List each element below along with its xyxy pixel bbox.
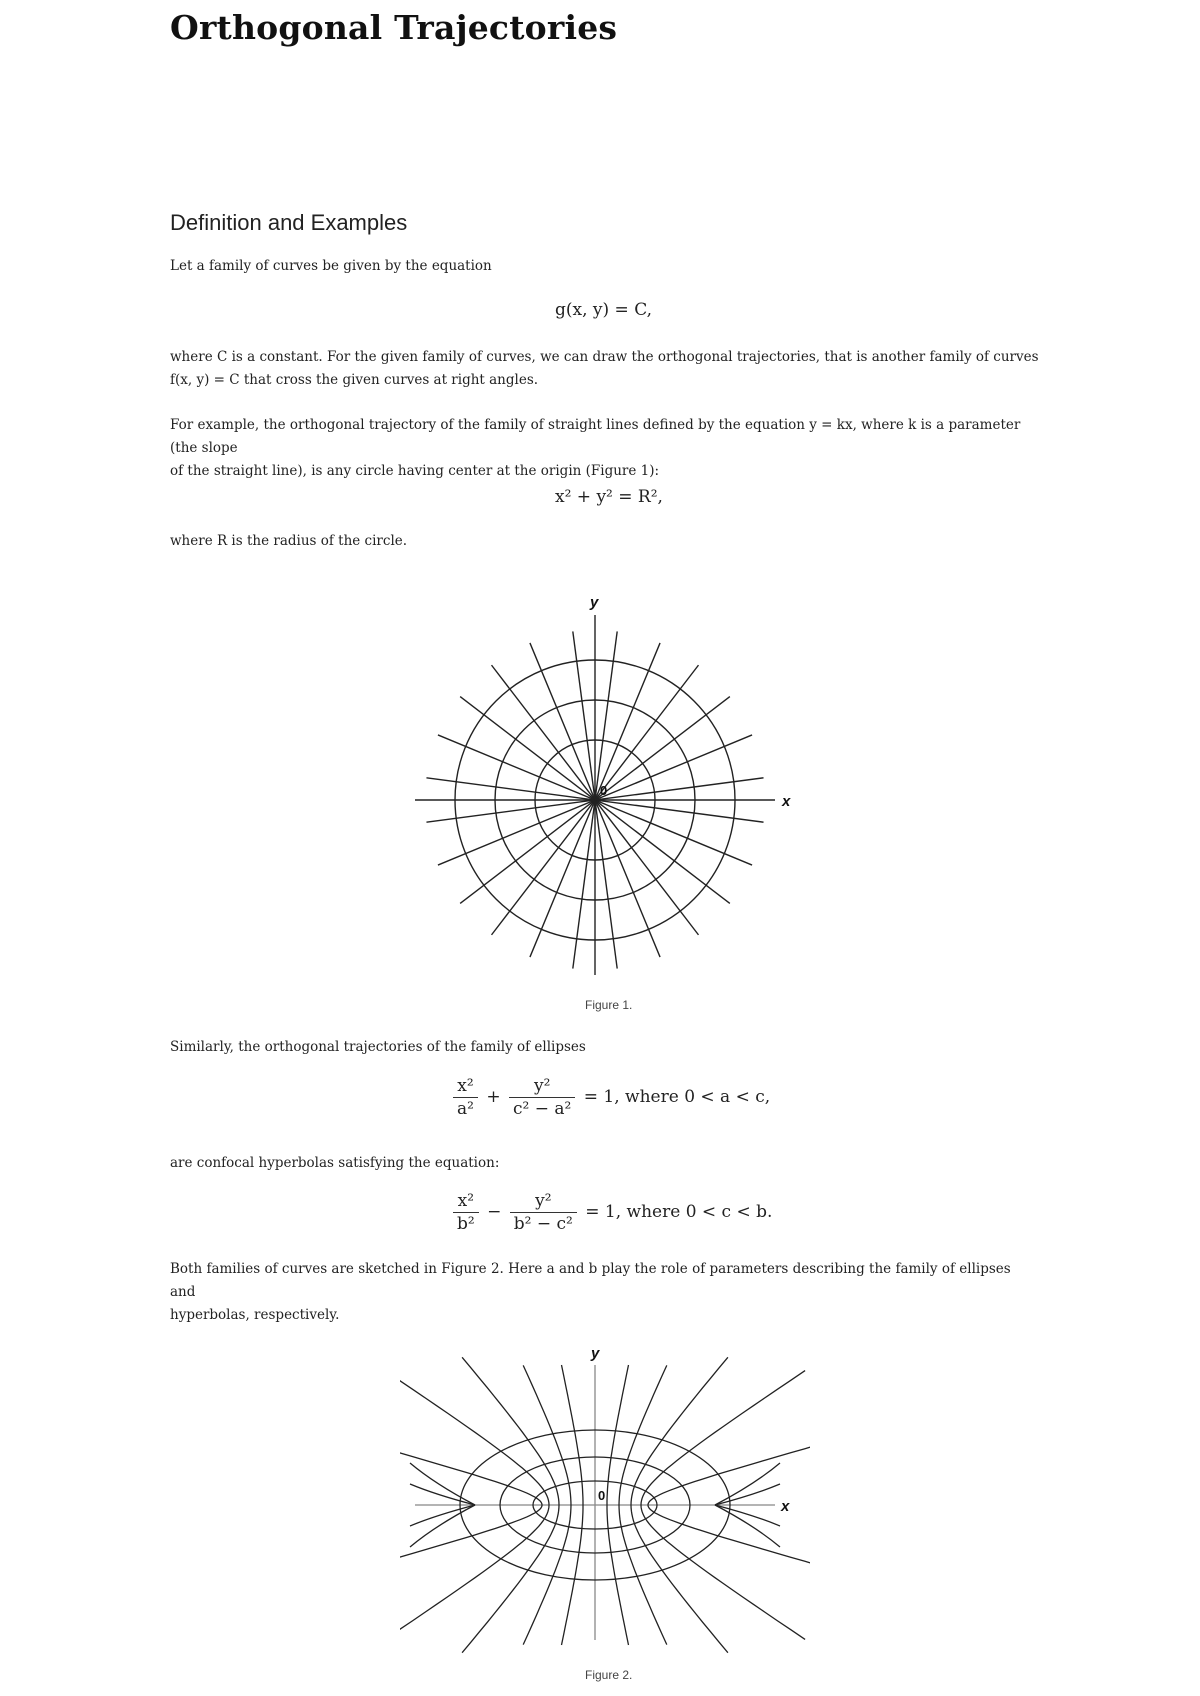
fraction-1: $\frac{\text{x²}}{\text{a²}}$ [453,1075,478,1120]
paragraph-hyperbolas: are confocal hyperbolas satisfying the equation: [170,1155,500,1171]
paragraph-radius: where R is the radius of the circle. [170,533,408,549]
paragraph-definition-line1: where C is a constant. For the given family of curves, we can draw the orthogonal trajectories, that is another family of curves [170,349,1039,365]
paragraph-example-line2: of the straight line), is any circle having center at the origin (Figure 1): [170,463,660,479]
section-heading: Definition and Examples [170,210,408,235]
paragraph-ellipses: Similarly, the orthogonal trajectories of the family of ellipses [170,1039,586,1055]
fraction-2: $\frac{\text{y²}}{\text{c² − a²}}$ [509,1075,575,1120]
figure-2-caption: Figure 2. [585,1668,633,1682]
paragraph-families-line2: hyperbolas, respectively. [170,1307,340,1323]
fraction-3: $\frac{\text{x²}}{\text{b²}}$ [453,1190,479,1235]
figure-1-caption: Figure 1. [585,998,633,1012]
x-axis-label: x [782,793,791,810]
equation-circle: x² + y² = R², [555,487,663,507]
figure-1-diagram [400,585,810,980]
paragraph-example [170,414,1040,483]
paragraph-families-line1: Both families of curves are sketched in Figure 2. Here a and b play the role of parameters describing the family of ellipses and [170,1261,1011,1300]
paragraph-definition-line2: f(x, y) = C that cross the given curves at right angles. [170,372,539,388]
equation-family: g(x, y) = C, [555,300,653,320]
page-title: Orthogonal Trajectories [170,8,618,47]
equation-ellipses: $\frac{\text{x²}}{\text{a²}}$ + $\frac{\text{y²}}{\text{c² − a²}}$ = 1, where 0 < a < c, [450,1075,770,1120]
paragraph-intro: Let a family of curves be given by the equation [170,258,492,274]
equation-hyperbolas: $\frac{\text{x²}}{\text{b²}}$ − $\frac{\text{y²}}{\text{b² − c²}}$ = 1, where 0 < c < b. [450,1190,772,1235]
paragraph-families [170,1258,1040,1327]
fraction-4: $\frac{\text{y²}}{\text{b² − c²}}$ [510,1190,577,1235]
figure-2-diagram [400,1340,810,1655]
x-axis-label: x [781,1498,790,1515]
y-axis-label: y [591,1345,600,1362]
origin-label: 0 [598,1488,606,1503]
origin-label: 0 [600,783,608,798]
paragraph-example-line1: For example, the orthogonal trajectory of the family of straight lines defined by the equation y = kx, where k is a parameter (the slope [170,417,1021,456]
paragraph-definition [170,346,1040,392]
y-axis-label: y [590,594,599,611]
